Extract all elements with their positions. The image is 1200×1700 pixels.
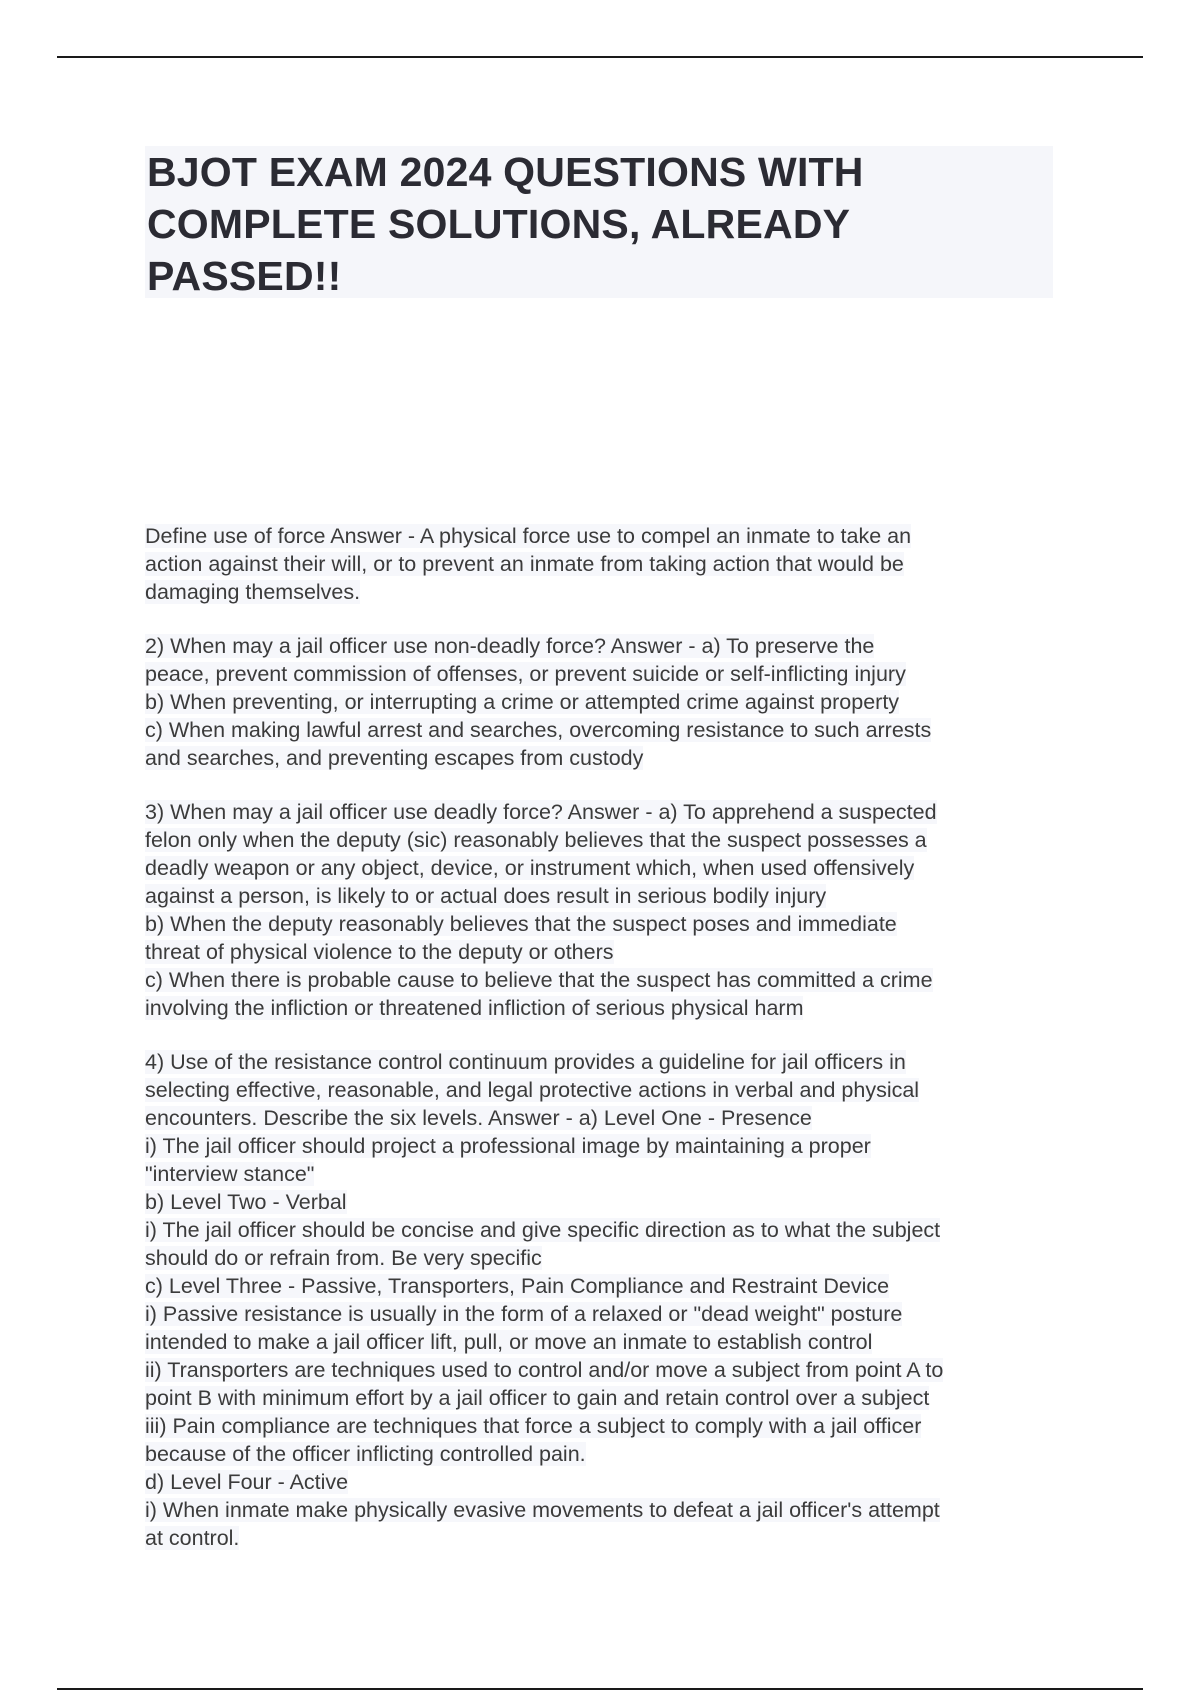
qa-line: i) When inmate make physically evasive movements to defeat a jail officer's attempt xyxy=(145,1498,940,1522)
qa-line: involving the infliction or threatened infliction of serious physical harm xyxy=(145,996,804,1020)
qa-line-row xyxy=(145,1188,1075,1216)
title-line: COMPLETE SOLUTIONS, ALREADY xyxy=(147,201,851,247)
qa-line-row xyxy=(145,1216,1075,1244)
qa-line-row xyxy=(145,660,1075,688)
qa-item xyxy=(145,632,1075,772)
qa-line: threat of physical violence to the deputy or others xyxy=(145,940,614,964)
qa-line-row xyxy=(145,1496,1075,1524)
qa-list xyxy=(145,522,1075,1578)
title-line: BJOT EXAM 2024 QUESTIONS WITH xyxy=(147,149,864,195)
qa-line-row xyxy=(145,1328,1075,1356)
qa-line-row xyxy=(145,1076,1075,1104)
qa-line: "interview stance" xyxy=(145,1162,315,1186)
qa-line: against a person, is likely to or actual does result in serious bodily injury xyxy=(145,884,827,908)
qa-line-row xyxy=(145,938,1075,966)
qa-line: point B with minimum effort by a jail officer to gain and retain control over a subject xyxy=(145,1386,930,1410)
qa-line: felon only when the deputy (sic) reasonably believes that the suspect possesses a xyxy=(145,828,927,852)
qa-line: b) When preventing, or interrupting a crime or attempted crime against property xyxy=(145,690,900,714)
qa-item xyxy=(145,798,1075,1022)
qa-line-row xyxy=(145,826,1075,854)
qa-line: i) The jail officer should be concise and give specific direction as to what the subject xyxy=(145,1218,941,1242)
qa-line: peace, prevent commission of offenses, or prevent suicide or self-inflicting injury xyxy=(145,662,906,686)
qa-line-row xyxy=(145,966,1075,994)
top-rule xyxy=(57,56,1143,58)
qa-line: i) Passive resistance is usually in the form of a relaxed or "dead weight" posture xyxy=(145,1302,903,1326)
qa-line-row xyxy=(145,1048,1075,1076)
qa-line-row xyxy=(145,716,1075,744)
qa-line: selecting effective, reasonable, and legal protective actions in verbal and physical xyxy=(145,1078,920,1102)
qa-line: 2) When may a jail officer use non-deadly force? Answer - a) To preserve the xyxy=(145,634,875,658)
qa-line-row xyxy=(145,1104,1075,1132)
qa-line-row xyxy=(145,578,1075,606)
qa-line: at control. xyxy=(145,1526,240,1550)
qa-line-row xyxy=(145,1356,1075,1384)
qa-item xyxy=(145,1048,1075,1552)
qa-line-row xyxy=(145,1440,1075,1468)
title-block xyxy=(145,146,1053,298)
qa-line: Define use of force Answer - A physical force use to compel an inmate to take an xyxy=(145,524,912,548)
qa-line: deadly weapon or any object, device, or instrument which, when used offensively xyxy=(145,856,915,880)
qa-line-row xyxy=(145,1300,1075,1328)
qa-line: encounters. Describe the six levels. Answer - a) Level One - Presence xyxy=(145,1106,812,1130)
qa-line-row xyxy=(145,1272,1075,1300)
qa-item xyxy=(145,522,1075,606)
qa-line-row xyxy=(145,1412,1075,1440)
qa-line-row xyxy=(145,1160,1075,1188)
qa-line: action against their will, or to prevent an inmate from taking action that would be xyxy=(145,552,904,576)
qa-line: c) Level Three - Passive, Transporters, Pain Compliance and Restraint Device xyxy=(145,1274,890,1298)
qa-line: c) When there is probable cause to believe that the suspect has committed a crime xyxy=(145,968,933,992)
page-title xyxy=(145,146,1053,302)
qa-line: c) When making lawful arrest and searches, overcoming resistance to such arrests xyxy=(145,718,932,742)
qa-line-row xyxy=(145,994,1075,1022)
qa-line: b) When the deputy reasonably believes that the suspect poses and immediate xyxy=(145,912,897,936)
qa-line: damaging themselves. xyxy=(145,580,361,604)
qa-line-row xyxy=(145,1244,1075,1272)
qa-line: 3) When may a jail officer use deadly force? Answer - a) To apprehend a suspected xyxy=(145,800,937,824)
qa-line: iii) Pain compliance are techniques that force a subject to comply with a jail officer xyxy=(145,1414,922,1438)
qa-line: i) The jail officer should project a professional image by maintaining a proper xyxy=(145,1134,871,1158)
qa-line-row xyxy=(145,798,1075,826)
qa-line-row xyxy=(145,1384,1075,1412)
qa-line: ii) Transporters are techniques used to control and/or move a subject from point A to xyxy=(145,1358,944,1382)
qa-line-row xyxy=(145,910,1075,938)
qa-line: and searches, and preventing escapes from custody xyxy=(145,746,644,770)
qa-line-row xyxy=(145,744,1075,772)
bottom-rule xyxy=(57,1688,1143,1690)
qa-line-row xyxy=(145,1468,1075,1496)
qa-line: because of the officer inflicting controlled pain. xyxy=(145,1442,586,1466)
qa-line-row xyxy=(145,550,1075,578)
qa-line-row xyxy=(145,854,1075,882)
qa-line-row xyxy=(145,688,1075,716)
qa-line-row xyxy=(145,1132,1075,1160)
qa-line: intended to make a jail officer lift, pull, or move an inmate to establish control xyxy=(145,1330,873,1354)
qa-line-row xyxy=(145,882,1075,910)
qa-line-row xyxy=(145,1524,1075,1552)
qa-line-row xyxy=(145,632,1075,660)
title-line: PASSED!! xyxy=(147,253,342,299)
qa-line-row xyxy=(145,522,1075,550)
qa-line: should do or refrain from. Be very specific xyxy=(145,1246,542,1270)
qa-line: 4) Use of the resistance control continuum provides a guideline for jail officers in xyxy=(145,1050,906,1074)
qa-line: d) Level Four - Active xyxy=(145,1470,349,1494)
qa-line: b) Level Two - Verbal xyxy=(145,1190,347,1214)
